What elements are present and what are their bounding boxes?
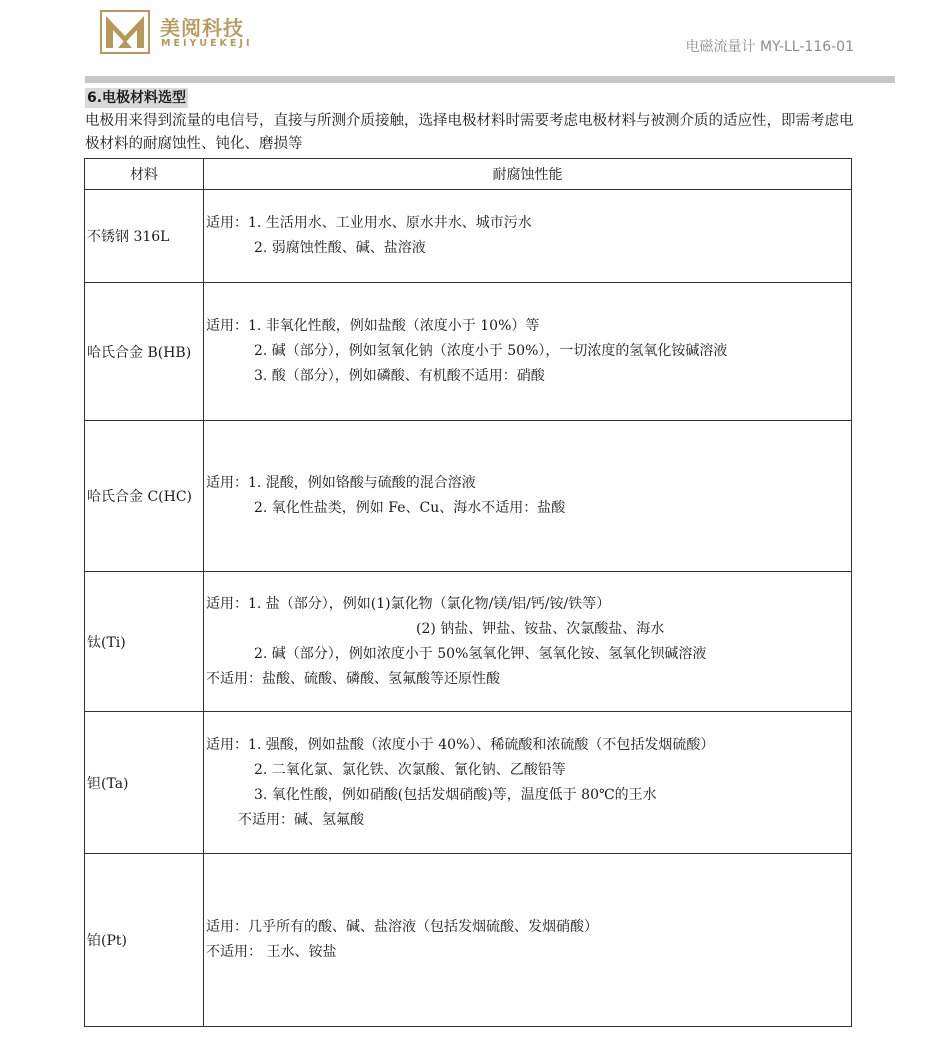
performance-line: (2) 钠盐、钾盐、铵盐、次氯酸盐、海水	[416, 620, 665, 637]
table-row	[85, 421, 852, 572]
table-row	[85, 572, 852, 712]
performance-line: 2. 碱（部分），例如氢氧化钠（浓度小于 50%），一切浓度的氢氧化铵碱溶液	[254, 343, 728, 359]
performance-line: 3. 氧化性酸，例如硝酸(包括发烟硝酸)等，温度低于 80℃的王水	[254, 786, 657, 803]
section-intro: 电极用来得到流量的电信号，直接与所测介质接触，选择电极材料时需要考虑电极材料与被测介质的适应性，即需考虑电极材料的耐腐蚀性、钝化、磨损等	[85, 113, 854, 152]
electrode-material-table	[84, 158, 852, 1027]
performance-line: 不适用： 王水、铵盐	[206, 944, 337, 960]
performance-line: 不适用：盐酸、硫酸、磷酸、氢氟酸等还原性酸	[206, 670, 500, 687]
performance-line: 2. 氧化性盐类，例如 Fe、Cu、海水不适用：盐酸	[254, 500, 566, 516]
header-divider	[85, 76, 895, 83]
table-row	[85, 190, 852, 283]
table-header-row	[85, 159, 852, 190]
performance-line: 不适用：碱、氢氟酸	[238, 811, 364, 828]
table-row	[85, 712, 852, 854]
document-code: 电磁流量计 MY-LL-116-01	[685, 39, 854, 55]
performance-line: 适用：1. 混酸，例如铬酸与硫酸的混合溶液	[206, 475, 476, 491]
header-material: 材料	[85, 159, 204, 190]
table-row	[85, 283, 852, 421]
performance-cell	[204, 572, 852, 712]
material-name: 哈氏合金 B(HB)	[85, 283, 204, 421]
performance-line: 2. 二氧化氯、氯化铁、次氯酸、氰化钠、乙酸铅等	[254, 761, 566, 778]
performance-cell	[204, 712, 852, 854]
header-corrosion-resistance: 耐腐蚀性能	[204, 159, 852, 190]
performance-line: 适用：1. 生活用水、工业用水、原水井水、城市污水	[206, 215, 532, 231]
performance-cell	[204, 854, 852, 1027]
brand-name-cn: 美阅科技	[160, 16, 244, 40]
brand-name-en: MEIYUEKEJI	[161, 38, 253, 49]
performance-line: 适用：1. 强酸，例如盐酸（浓度小于 40%）、稀硫酸和浓硫酸（不包括发烟硫酸）	[206, 736, 715, 753]
performance-line: 2. 碱（部分），例如浓度小于 50%氢氧化钾、氢氧化铵、氢氧化钡碱溶液	[254, 645, 707, 662]
performance-line: 适用：1. 非氧化性酸，例如盐酸（浓度小于 10%）等	[206, 318, 540, 334]
material-name: 铂(Pt)	[85, 854, 204, 1027]
section-title: 6.电极材料选型	[87, 90, 187, 106]
performance-line: 2. 弱腐蚀性酸、碱、盐溶液	[254, 240, 426, 256]
performance-cell	[204, 421, 852, 572]
page-header	[0, 0, 939, 80]
material-name: 钛(Ti)	[85, 572, 204, 712]
material-name: 哈氏合金 C(HC)	[85, 421, 204, 572]
performance-line: 3. 酸（部分），例如磷酸、有机酸不适用：硝酸	[254, 368, 545, 384]
performance-line: 适用：几乎所有的酸、碱、盐溶液（包括发烟硫酸、发烟硝酸）	[206, 919, 598, 935]
performance-line: 适用：1. 盐（部分），例如(1)氯化物（氯化物/镁/铝/钙/铵/铁等）	[206, 595, 611, 612]
performance-cell	[204, 190, 852, 283]
material-name: 钽(Ta)	[85, 712, 204, 854]
brand-logo-icon	[100, 10, 150, 54]
material-name: 不锈钢 316L	[85, 190, 204, 283]
table-row	[85, 854, 852, 1027]
performance-cell	[204, 283, 852, 421]
